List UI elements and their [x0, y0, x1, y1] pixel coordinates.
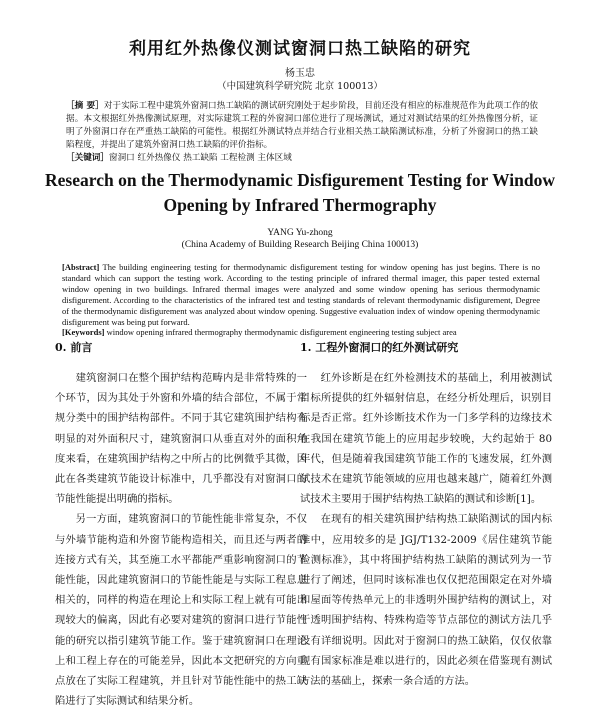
section-heading-infrared-testing: 1. 工程外窗洞口的红外测试研究 [300, 341, 459, 354]
abstract-cn-text: 对于实际工程中建筑外窗洞口热工缺陷的测试研究刚处于起步阶段，目前还没有相应的标准规范作为此项工作的依据。本文根据红外热像测试原理，对实际建筑工程的外窗洞口部位进行了现场测试，通过对测试结果的红外热像图分析，证明了外窗洞口存在严重热工缺陷的可能性。根据红外测试特点并结合行业相关热工缺陷测试标准，分析了外窗洞口的热工缺陷程度，并提出了建筑外窗洞口热工缺陷的评价指标。 [66, 101, 538, 150]
keywords-en-label: [Keywords] [62, 327, 105, 338]
abstract-en-text: The building engineering testing for thermodynamic disfigurement testing for window opening has just begins. There is no standard which can support the testing work. According to the testing principle of infrared thermal imager, this paper tested external window opening in two buildings. Infrared thermal images were analyzed and some window opening has serious thermodynamic disfigurement. According to the characteristics of the infrared test and testing standards of relevant thermodynamic disfigurement, Degree of the thermodynamic disfigurement was analyzed about window opening. Suggestive evaluation index of window opening thermodynamic disfigurement was being put forward. [62, 262, 540, 327]
affiliation-en: (China Academy of Building Research Beijing China 100013) [181, 240, 419, 250]
abstract-en [62, 262, 540, 338]
paper-title-en: Research on the Thermodynamic Disfigurement Testing for Window Opening by Infrared Thermography [45, 170, 555, 215]
abstract-en-label: [Abstract] [62, 262, 100, 272]
paper-title-cn: 利用红外热像仪测试窗洞口热工缺陷的研究 [129, 39, 471, 59]
abstract-cn [66, 100, 538, 165]
abstract-cn-label: ［摘 要］ [66, 101, 104, 111]
right-column [300, 340, 552, 691]
author-cn: 杨玉忠 [285, 68, 315, 79]
section-heading-preface: 0. 前言 [55, 341, 93, 354]
preface-paragraph-1: 建筑窗洞口在整个围护结构范畴内是非常特殊的一个环节，因为其处于外窗和外墙的结合部位，不属于常规分类中的围护结构部件。不同于其它建筑围护结构有明显的对外面积尺寸，建筑窗洞口从垂直对外的面积角度来看，在建筑围护结构之中所占的比例微乎其微，因此在各类建筑节能设计标准中，几乎都没有对窗洞口的节能性能提出明确的指标。 [55, 372, 307, 506]
author-en: YANG Yu-zhong [267, 228, 333, 238]
keywords-en-text: window opening infrared thermography thermodynamic disfigurement engineering testing subject area [106, 327, 457, 338]
affiliation-cn: （中国建筑科学研究院 北京 100013） [217, 81, 383, 92]
preface-paragraph-2: 另一方面，建筑窗洞口的节能性能非常复杂，不仅与外墙节能构造和外窗节能构造相关，而且还与两者的连接方式有关，其至施工水平都能严重影响窗洞口的节能性能，因此建筑窗洞口的节能性能是与实际工程息息相关的，同样的构造在理论上和实际工程上就有可能出现较大的偏离，因此有必要对建筑的窗洞口进行节能性能的研究以指引建筑节能工作。鉴于建筑窗洞口在理论上和工程上存在的可能差异，因此本文把研究的方向重点放在了实际工程建筑，并且针对节能性能中的热工缺陷进行了实际测试和结果分析。 [55, 513, 307, 708]
section1-paragraph-2: 在现有的相关建筑围护结构热工缺陷测试的国内标准中，应用较多的是 JGJ/T132-2009《居住建筑节能检测标准》，其中将围护结构热工缺陷的测试列为一节进行了阐述，但同时该标准也仅仅把范围限定在对外墙和屋面等传热单元上的非透明外围护结构的测试上，对于透明围护结构、特殊构造等节点部位的测试方法几乎没有详细说明。因此对于窗洞口的热工缺陷，仅仅依靠现有国家标准是难以进行的，因此必须在借鉴现有测试方法的基础上，探索一条合适的方法。 [300, 513, 552, 688]
keywords-cn-label: ［关键词］ [66, 153, 109, 163]
left-column [55, 340, 307, 711]
keywords-cn-text: 窗洞口 红外热像仪 热工缺陷 工程检测 主体区域 [108, 153, 292, 163]
section1-paragraph-1: 红外诊断是在红外检测技术的基础上，利用被测试目标所提供的红外辐射信息，在经分析处理后，识别目标是否正常。红外诊断技术作为一门多学科的边缘技术在我国在建筑节能上的应用起步较晚，大约起始于 80 年代，但是随着我国建筑节能工作的飞速发展，红外测试技术在建筑节能领域的应用也越来越广，随着红外测试技术主要用于围护结构热工缺陷的测试和诊断[1]。 [300, 372, 552, 506]
